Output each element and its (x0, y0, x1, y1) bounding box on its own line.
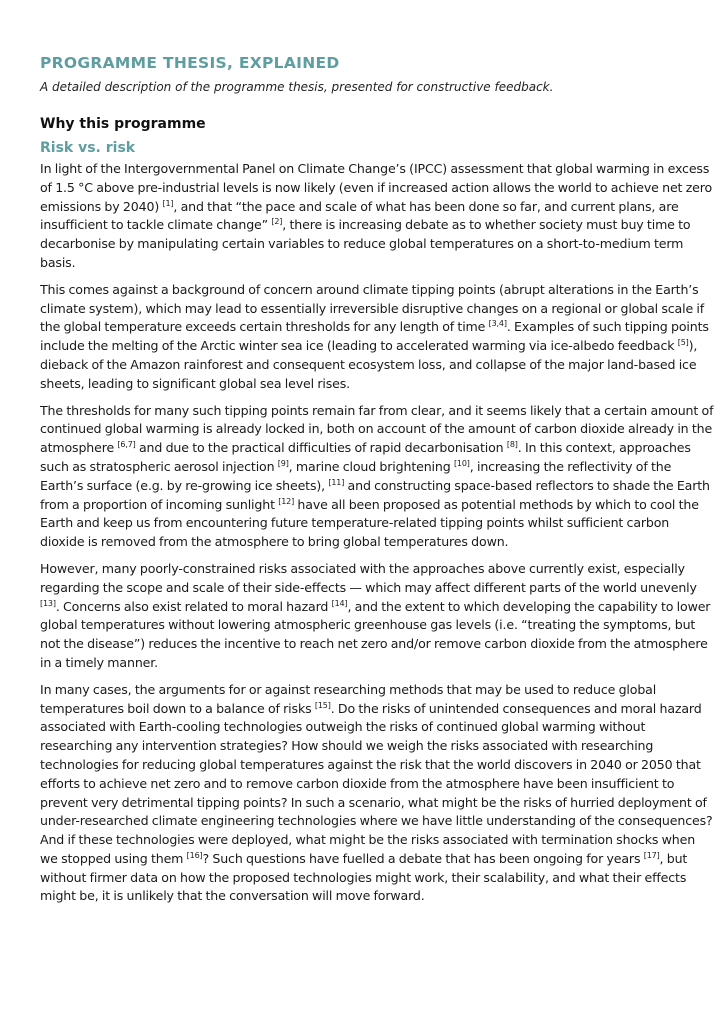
paragraph: In light of the Intergovernmental Panel on Climate Change’s (IPCC) assessment that global warming in excess of 1.5 °C above pre-industrial levels is now likely (even if increased action allows the world to achieve net zero emissions by 2040) [1], and that “the pace and scale of what has been done so far, and current plans, are insufficient to tackle climate change” [2], there is increasing debate as to whether society must buy time to decarbonise by manipulating certain variables to reduce global temperatures on a short-to-medium term basis. (40, 161, 713, 270)
citation-marker: [17] (643, 850, 660, 860)
citation-marker: [16] (186, 850, 203, 860)
paragraph: In many cases, the arguments for or against researching methods that may be used to reduce global temperatures boil down to a balance of risks [15]. Do the risks of unintended consequences and moral hazard associated with Earth-cooling technologies outweigh the risks of continued global warming without researching any intervention strategies? How should we weigh the risks associated with researching technologies for reducing global temperatures against the risk that the world discovers in 2040 or 2050 that efforts to achieve net zero and to remove carbon dioxide from the atmosphere have been insufficient to prevent very detrimental tipping points? In such a scenario, what might be the risks of hurried deployment of under-researched climate engineering technologies where we have little understanding of the consequences? And if these technologies were deployed, what might be the risks associated with termination shocks when we stopped using them [16]? Such questions have fuelled a debate that has been ongoing for years [17], but without firmer data on how the proposed technologies might work, their scalability, and what their effects might be, it is unlikely that the conversation will move forward. (40, 681, 713, 904)
citation-marker: [9] (277, 458, 289, 468)
subsection-heading: Risk vs. risk (40, 140, 136, 156)
citation-marker: [15] (314, 700, 331, 710)
paragraph: The thresholds for many such tipping points remain far from clear, and it seems likely that a certain amount of continued global warming is already locked in, both on account of the amount of carbon dioxide already in the atmosphere [6,7] and due to the practical difficulties of rapid decarbonisation [8]. In this context, approaches such as stratospheric aerosol injection [9], marine cloud brightening [10], increasing the reflectivity of the Earth’s surface (e.g. by re-growing ice sheets), [11] and constructing space-based reflectors to shade the Earth from a proportion of incoming sunlight [12] have all been proposed as potential methods by which to cool the Earth and keep us from encountering future temperature-related tipping points whilst sufficient carbon dioxide is removed from the atmosphere to bring global temperatures down. (40, 402, 714, 550)
citation-marker: [5] (677, 338, 689, 348)
body-text (40, 160, 716, 906)
citation-marker: [12] (278, 496, 295, 506)
citation-marker: [11] (328, 477, 345, 487)
paragraph: However, many poorly-constrained risks associated with the approaches above currently exist, especially regarding the scope and scale of their side-effects — which may affect different parts of the world unevenly [13]. Concerns also exist related to moral hazard [14], and the extent to which developing the capability to lower global temperatures without lowering atmospheric greenhouse gas levels (i.e. “treating the symptoms, but not the disease”) reduces the incentive to reach net zero and/or remove carbon dioxide from the atmosphere in a timely manner. (40, 560, 711, 670)
section-heading: Why this programme (40, 116, 206, 132)
document-subtitle: A detailed description of the programme thesis, presented for constructive feedback. (40, 80, 554, 94)
citation-marker: [10] (453, 458, 470, 468)
citation-marker: [14] (331, 598, 348, 608)
citation-marker: [1] (162, 198, 174, 208)
document-page (40, 52, 716, 914)
citation-marker: [2] (271, 217, 283, 227)
citation-marker: [6,7] (117, 440, 136, 450)
paragraph: This comes against a background of concern around climate tipping points (abrupt alterations in the Earth’s climate system), which may lead to essentially irreversible disruptive changes on a regional or global scale if the global temperature exceeds certain thresholds for any length of time [3,4]. Examples of such tipping points include the melting of the Arctic winter sea ice (leading to accelerated warming via ice-albedo feedback [5]), dieback of the Amazon rainforest and consequent ecosystem loss, and collapse of the major land-based ice sheets, leading to significant global sea level rises. (40, 281, 709, 391)
citation-marker: [8] (506, 440, 518, 450)
citation-marker: [13] (40, 598, 56, 608)
document-title: PROGRAMME THESIS, EXPLAINED (40, 54, 340, 72)
citation-marker: [3,4] (488, 319, 507, 329)
